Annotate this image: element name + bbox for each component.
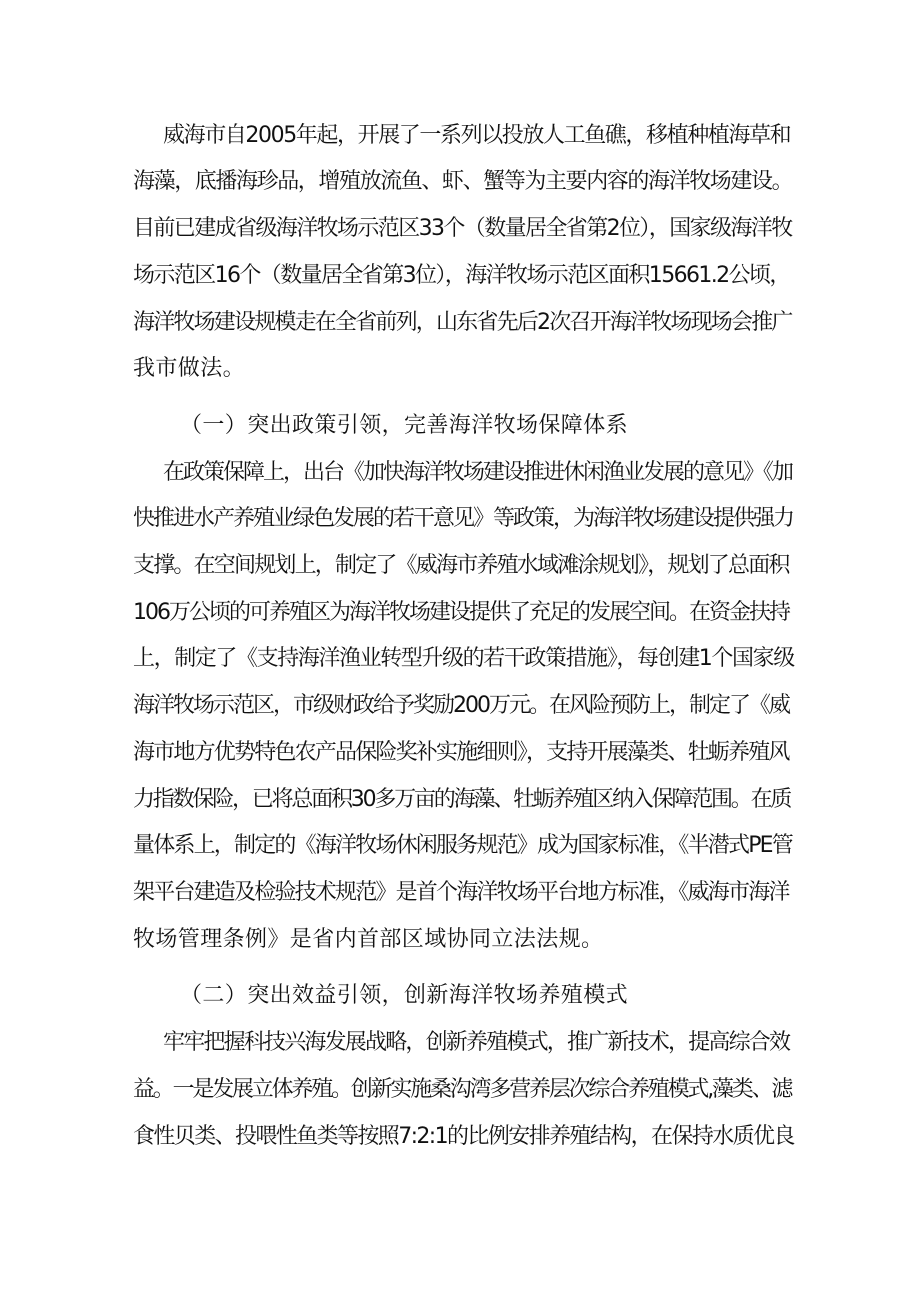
paragraph-line: 海市地方优势特色农产品保险奖补实施细则》，支持开展藻类、牡蛎养殖风	[133, 740, 789, 765]
paragraph-line: 益。一是发展立体养殖。创新实施桑沟湾多营养层次综合养殖模式,藻类、滤	[133, 1077, 792, 1102]
paragraph-line: 力指数保险，已将总面积30多万亩的海藻、牡蛎养殖区纳入保障范围。在质	[133, 787, 791, 812]
paragraph-line: 海洋牧场示范区，市级财政给予奖励200万元。在风险预防上，制定了《威	[133, 693, 789, 718]
section-heading-benefit: （二）突出效益引领，创新海洋牧场养殖模式	[180, 983, 629, 1008]
paragraph-line: 目前已建成省级海洋牧场示范区33个（数量居全省第2位），国家级海洋牧	[133, 216, 792, 241]
paragraph-line: 上，制定了《支持海洋渔业转型升级的若干政策措施》，每创建1个国家级	[133, 646, 794, 671]
section-heading-policy: （一）突出政策引领，完善海洋牧场保障体系	[180, 413, 629, 438]
paragraph-line: 牧场管理条例》是省内首部区域协同立法法规。	[133, 927, 604, 952]
paragraph-line: 架平台建造及检验技术规范》是首个海洋牧场平台地方标准，《威海市海洋	[133, 880, 789, 905]
paragraph-line: 食性贝类、投喂性鱼类等按照7:2:1的比例安排养殖结构，在保持水质优良	[133, 1124, 794, 1149]
paragraph-line: 场示范区16个（数量居全省第3位），海洋牧场示范区面积15661.2公顷，	[133, 263, 790, 288]
paragraph-line: 在政策保障上，出台《加快海洋牧场建设推进休闲渔业发展的意见》《加	[163, 460, 793, 485]
paragraph-line: 威海市自2005年起，开展了一系列以投放人工鱼礁，移植种植海草和	[163, 123, 791, 148]
paragraph-line: 支撑。在空间规划上，制定了《威海市养殖水域滩涂规划》，规划了总面积	[133, 553, 789, 578]
paragraph-line: 量体系上，制定的《海洋牧场休闲服务规范》成为国家标准，《半潜式PE管	[133, 833, 792, 858]
paragraph-line: 牢牢把握科技兴海发展战略，创新养殖模式，推广新技术，提高综合效	[163, 1030, 790, 1055]
paragraph-line: 我市做法。	[133, 356, 246, 381]
paragraph-line: 106万公顷的可养殖区为海洋牧场建设提供了充足的发展空间。在资金扶持	[133, 600, 789, 625]
paragraph-line: 快推进水产养殖业绿色发展的若干意见》等政策，为海洋牧场建设提供强力	[133, 506, 794, 531]
paragraph-line: 海洋牧场建设规模走在全省前列，山东省先后2次召开海洋牧场现场会推广	[133, 310, 792, 335]
paragraph-line: 海藻，底播海珍品，增殖放流鱼、虾、蟹等为主要内容的海洋牧场建设。	[133, 169, 793, 194]
